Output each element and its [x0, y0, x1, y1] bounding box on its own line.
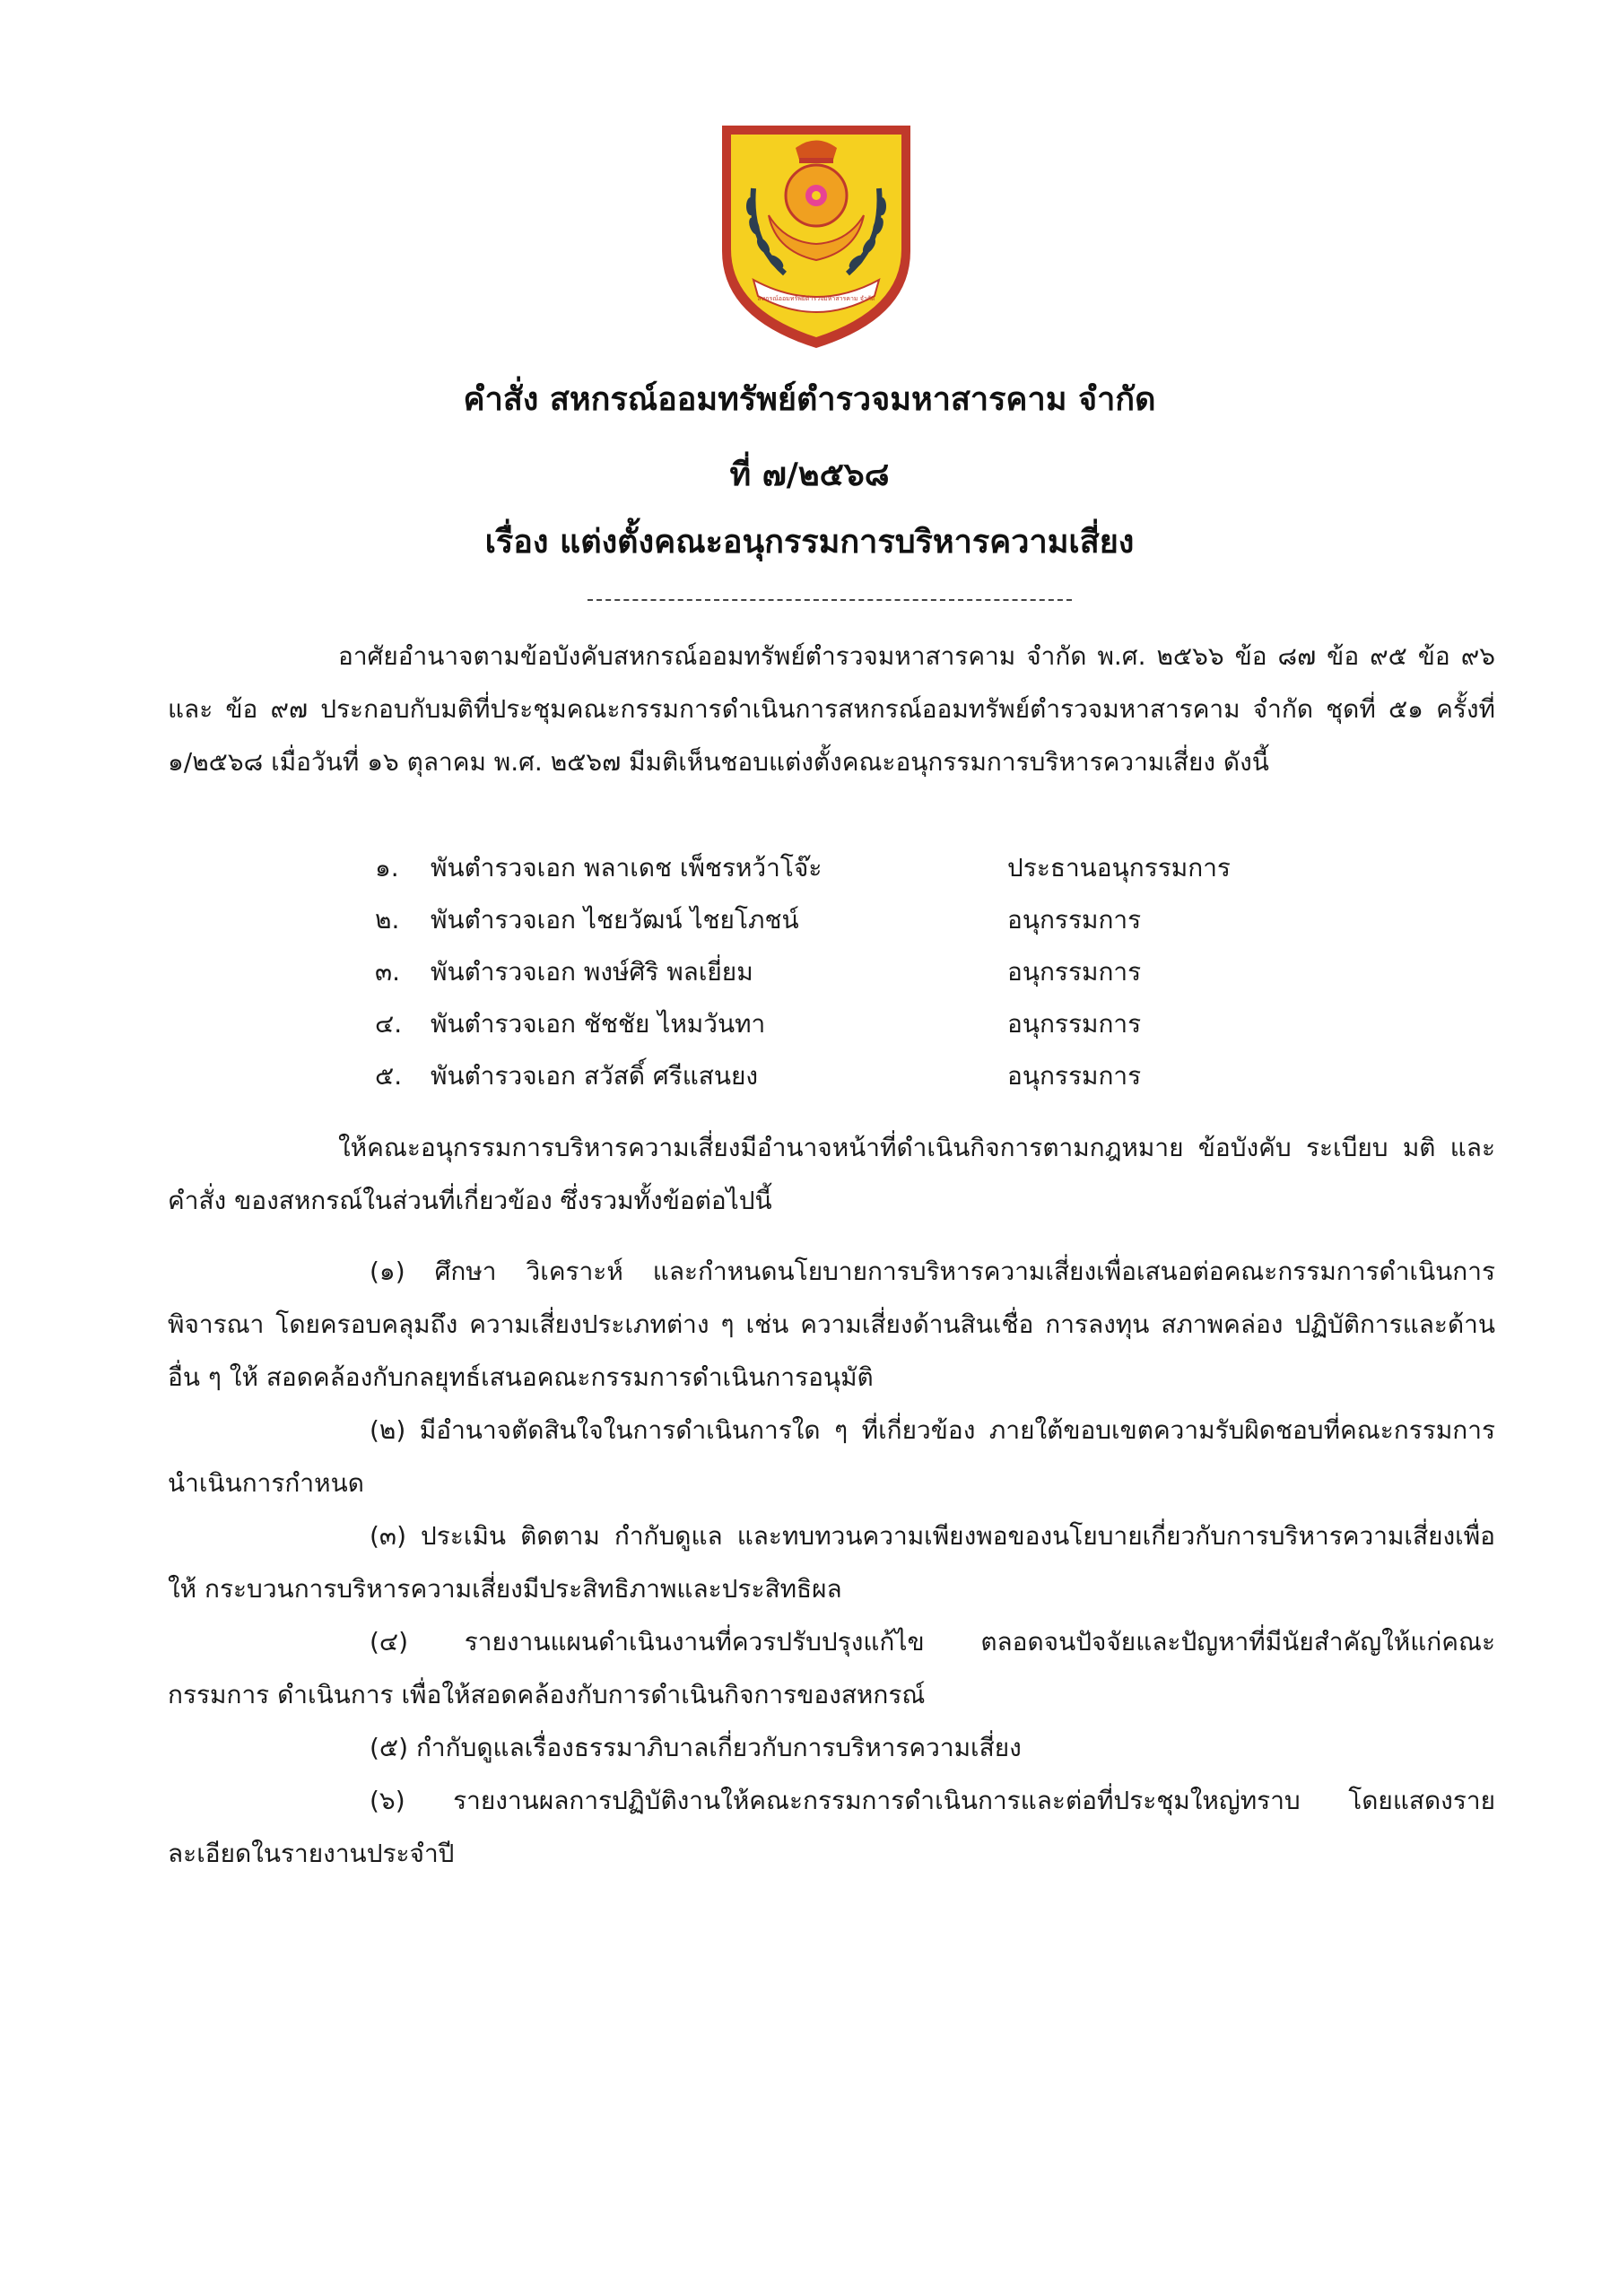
member-row [375, 894, 1362, 946]
order-subject: เรื่อง แต่งตั้งคณะอนุกรรมการบริหารความเสี่ยง [484, 524, 1135, 561]
intro-paragraph: อาศัยอำนาจตามข้อบังคับสหกรณ์ออมทรัพย์ตำรวจมหาสารคาม จำกัด พ.ศ. ๒๕๖๖ ข้อ ๘๗ ข้อ ๙๕ ข้อ ๙๖ และ ข้อ ๙๗ ประกอบกับมติที่ประชุมคณะกรรมการดำเนินการสหกรณ์ออมทรัพย์ตำรวจมหาสารคาม จำกัด ชุดที่ ๕๑ ครั้งที่ ๑/๒๕๖๘ เมื่อวันที่ ๑๖ ตุลาคม พ.ศ. ๒๕๖๗ มีมติเห็นชอบแต่งตั้งคณะอนุกรรมการบริหารความเสี่ยง ดังนี้ [168, 641, 1495, 777]
member-name: พันตำรวจเอก สวัสดิ์ ศรีแสนยง [431, 1061, 759, 1091]
order-title: คำสั่ง สหกรณ์ออมทรัพย์ตำรวจมหาสารคาม จำกัด [463, 381, 1156, 418]
member-number: ๕. [375, 1061, 403, 1091]
member-role: ประธานอนุกรรมการ [1007, 853, 1231, 883]
duty-item: (๕) กำกับดูแลเรื่องธรรมาภิบาลเกี่ยวกับการบริหารความเสี่ยง [370, 1733, 1022, 1762]
member-role: อนุกรรมการ [1007, 1009, 1142, 1039]
police-cooperative-emblem-icon [713, 117, 919, 354]
member-role: อนุกรรมการ [1007, 957, 1142, 987]
duty-item: (๑) ศึกษา วิเคราะห์ และกำหนดนโยบายการบริหารความเสี่ยงเพื่อเสนอต่อคณะกรรมการดำเนินการพิจารณา โดยครอบคลุมถึง ความเสี่ยงประเภทต่าง ๆ เช่น ความเสี่ยงด้านสินเชื่อ การลงทุน สภาพคล่อง ปฏิบัติการและด้านอื่น ๆ ให้ สอดคล้องกับกลยุทธ์เสนอคณะกรรมการดำเนินการอนุมัติ [168, 1257, 1495, 1392]
emblem-ribbon-text: สหกรณ์ออมทรัพย์ตำรวจมหาสารคาม จำกัด [757, 295, 875, 302]
member-row [375, 842, 1362, 894]
duties-list [168, 1245, 1495, 1880]
member-row [375, 998, 1362, 1050]
member-number: ๔. [375, 1009, 403, 1039]
member-number: ๒. [375, 905, 400, 935]
member-name: พันตำรวจเอก พงษ์ศิริ พลเยี่ยม [431, 957, 753, 987]
member-name: พันตำรวจเอก พลาเดช เพ็ชรหว้าโจ๊ะ [431, 853, 823, 883]
member-name: พันตำรวจเอก ไชยวัฒน์ ไชยโภชน์ [431, 905, 799, 935]
member-role: อนุกรรมการ [1007, 1061, 1142, 1091]
duty-item: (๔) รายงานแผนดำเนินงานที่ควรปรับปรุงแก้ไข ตลอดจนปัจจัยและปัญหาที่มีนัยสำคัญให้แก่คณะกรรมการ ดำเนินการ เพื่อให้สอดคล้องกับการดำเนินกิจการของสหกรณ์ [168, 1627, 1495, 1709]
order-number: ที่ ๗/๒๕๖๘ [729, 457, 890, 493]
duty-item: (๖) รายงานผลการปฏิบัติงานให้คณะกรรมการดำเนินการและต่อที่ประชุมใหญ่ทราบ โดยแสดงรายละเอียดในรายงานประจำปี [168, 1786, 1495, 1868]
duty-item: (๓) ประเมิน ติดตาม กำกับดูแล และทบทวนความเพียงพอของนโยบายเกี่ยวกับการบริหารความเสี่ยงเพื่อให้ กระบวนการบริหารความเสี่ยงมีประสิทธิภาพและประสิทธิผล [168, 1521, 1495, 1604]
member-role: อนุกรรมการ [1007, 905, 1142, 935]
title-divider [588, 599, 1072, 601]
member-number: ๑. [375, 853, 399, 883]
duties-intro-paragraph: ให้คณะอนุกรรมการบริหารความเสี่ยงมีอำนาจหน้าที่ดำเนินกิจการตามกฎหมาย ข้อบังคับ ระเบียบ มติ และคำสั่ง ของสหกรณ์ในส่วนที่เกี่ยวข้อง ซึ่งรวมทั้งข้อต่อไปนี้ [168, 1133, 1495, 1215]
member-number: ๓. [375, 957, 401, 987]
member-row [375, 946, 1362, 998]
members-list [375, 842, 1362, 1102]
duty-item: (๒) มีอำนาจตัดสินใจในการดำเนินการใด ๆ ที่เกี่ยวข้อง ภายใต้ขอบเขตความรับผิดชอบที่คณะกรรมการนำเนินการกำหนด [168, 1415, 1495, 1498]
member-row [375, 1050, 1362, 1102]
member-name: พันตำรวจเอก ชัชชัย ไหมวันทา [431, 1009, 766, 1039]
